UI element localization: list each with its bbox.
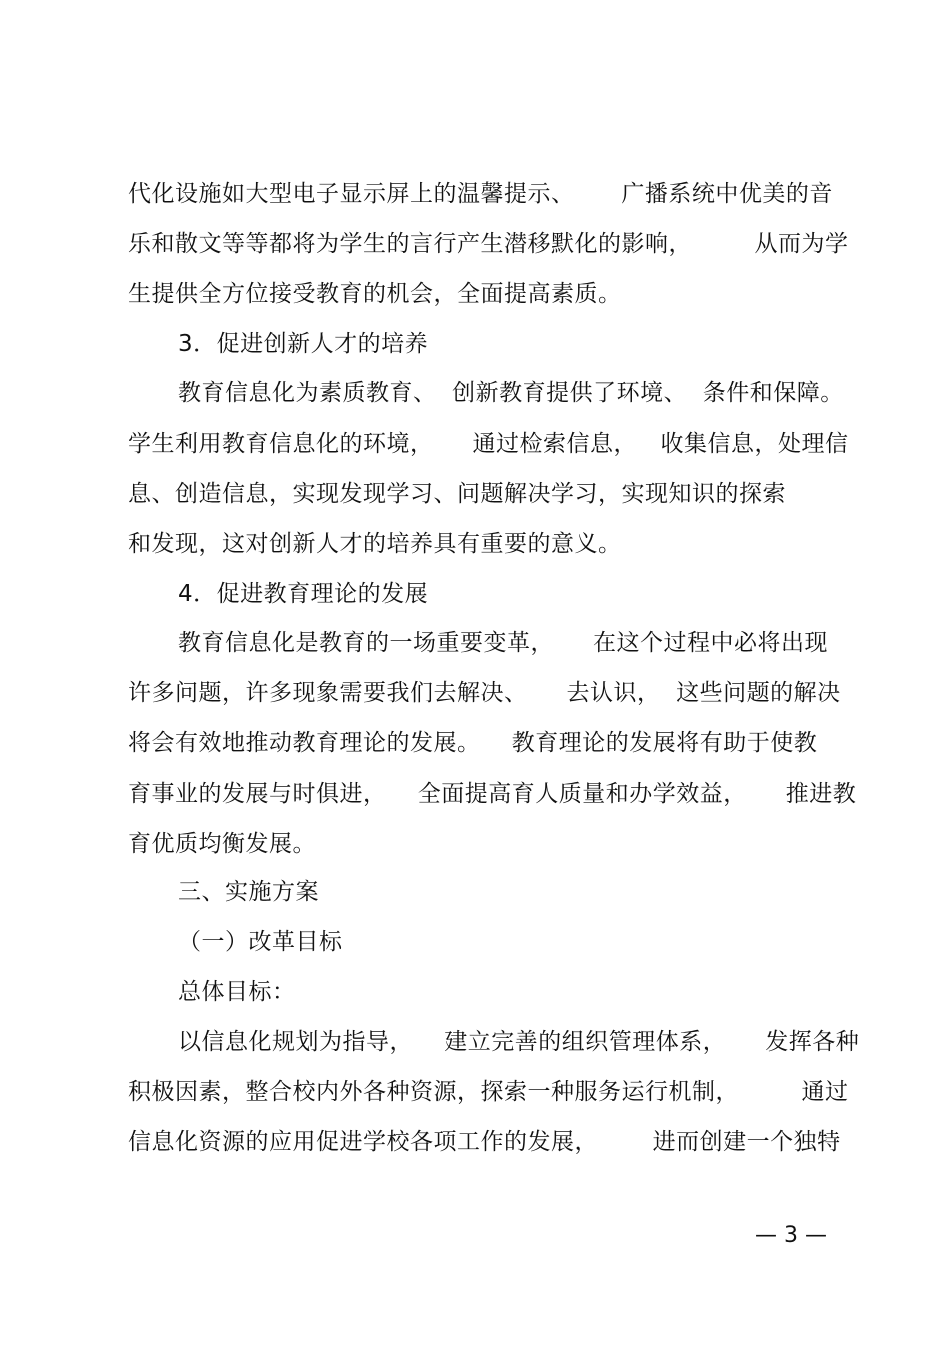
body-text-line: 许多问题，许多现象需要我们去解决、 去认识， 这些问题的解决 xyxy=(128,680,841,706)
subsection-heading: （一）改革目标 xyxy=(178,929,343,955)
body-text-line: 代化设施如大型电子显示屏上的温馨提示、 广播系统中优美的音 xyxy=(128,181,833,207)
body-text-line: 教育信息化是教育的一场重要变革， 在这个过程中必将出现 xyxy=(178,630,829,656)
body-text-line: 乐和散文等等都将为学生的言行产生潜移默化的影响， 从而为学 xyxy=(128,231,849,257)
section-heading: 3．促进创新人才的培养 xyxy=(178,331,429,357)
body-text-line: 将会有效地推动教育理论的发展。 教育理论的发展将有助于使教 xyxy=(128,730,818,756)
section-heading: 4．促进教育理论的发展 xyxy=(178,581,429,607)
body-text-line: 以信息化规划为指导， 建立完善的组织管理体系， 发挥各种 xyxy=(178,1029,860,1055)
body-text-line: 教育信息化为素质教育、 创新教育提供了环境、 条件和保障。 xyxy=(178,380,844,406)
page-number: — 3 — xyxy=(755,1223,827,1248)
body-text-line: 育事业的发展与时俱进， 全面提高育人质量和办学效益， 推进教 xyxy=(128,781,857,807)
body-text-line: 息、创造信息，实现发现学习、问题解决学习，实现知识的探索 xyxy=(128,481,786,507)
section-heading: 三、实施方案 xyxy=(178,879,319,905)
subheading: 总体目标： xyxy=(178,979,296,1005)
body-text-line: 信息化资源的应用促进学校各项工作的发展， 进而创建一个独特 xyxy=(128,1129,841,1155)
body-text-line: 积极因素，整合校内外各种资源，探索一种服务运行机制， 通过 xyxy=(128,1079,849,1105)
body-text-line: 学生利用教育信息化的环境， 通过检索信息， 收集信息，处理信 xyxy=(128,431,849,457)
body-text-line: 育优质均衡发展。 xyxy=(128,831,316,857)
body-text-line: 生提供全方位接受教育的机会，全面提高素质。 xyxy=(128,281,622,307)
body-text-line: 和发现，这对创新人才的培养具有重要的意义。 xyxy=(128,531,622,557)
